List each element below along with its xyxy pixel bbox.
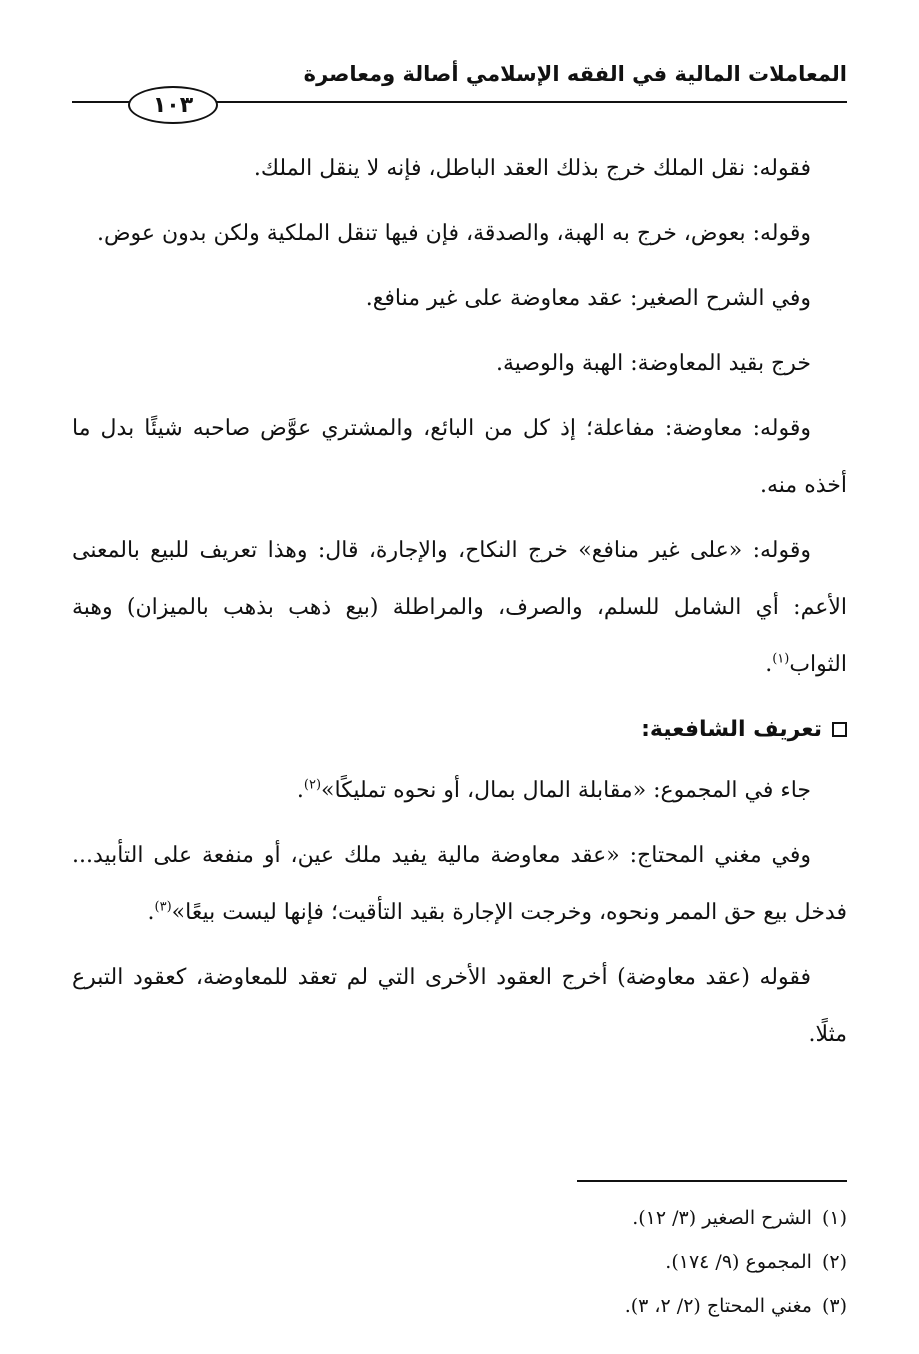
- header-rule: [210, 101, 847, 103]
- footnote-number: (١): [821, 1207, 847, 1229]
- footnote-number: (٣): [821, 1295, 847, 1317]
- checkbox-icon: [832, 722, 847, 737]
- paragraph: [72, 522, 847, 693]
- footnote-text: الشرح الصغير (٣/ ١٢).: [632, 1207, 812, 1229]
- paragraph: وقوله: معاوضة: مفاعلة؛ إذ كل من البائع، والمشتري عوَّض صاحبه شيئًا بدل ما أخذه منه.: [72, 416, 847, 498]
- period: .: [147, 900, 155, 925]
- footnote-ref: (٣): [154, 899, 172, 915]
- paragraph: [72, 762, 847, 819]
- footnote: [625, 1240, 847, 1284]
- footnotes: [625, 1196, 847, 1328]
- footnote-number: (٢): [821, 1251, 847, 1273]
- footnote-ref: (١): [772, 651, 790, 667]
- paragraph: خرج بقيد المعاوضة: الهبة والوصية.: [495, 351, 811, 376]
- paragraph-text: وقوله: «على غير منافع» خرج النكاح، والإجارة، قال: وهذا تعريف للبيع بالمعنى الأعم: أي الشامل للسلم، والصرف، والمراطلة (بيع ذهب بذهب بالميزان) وهبة الثواب: [72, 538, 847, 677]
- period: .: [765, 652, 773, 677]
- section-heading: [72, 701, 847, 758]
- paragraph-text: جاء في المجموع: «مقابلة المال بمال، أو نحوه تمليكًا»: [321, 778, 811, 803]
- footnote-text: مغني المحتاج (٢/ ٢، ٣).: [624, 1295, 812, 1317]
- paragraph: فقوله (عقد معاوضة) أخرج العقود الأخرى التي لم تعقد للمعاوضة، كعقود التبرع مثلًا.: [72, 965, 847, 1047]
- footnote-text: المجموع (٩/ ١٧٤).: [665, 1251, 812, 1273]
- footnote-ref: (٢): [303, 777, 322, 793]
- footnote: [625, 1284, 847, 1328]
- page-number: ١٠٣: [128, 86, 218, 124]
- paragraph: فقوله: نقل الملك خرج بذلك العقد الباطل، فإنه لا ينقل الملك.: [253, 156, 811, 181]
- body-text: [72, 140, 847, 1071]
- paragraph-text: وفي مغني المحتاج: «عقد معاوضة مالية يفيد ملك عين، أو منفعة على التأبيد... فدخل بيع حق الممر ونحوه، وخرجت الإجارة بقيد التأقيت؛ فإنها ليست بيعًا»: [72, 843, 847, 925]
- running-title: المعاملات المالية في الفقه الإسلامي أصالة ومعاصرة: [303, 62, 847, 86]
- footnote: [625, 1196, 847, 1240]
- footnote-rule: [577, 1180, 847, 1182]
- header-rule-left: [72, 101, 132, 103]
- paragraph: وفي الشرح الصغير: عقد معاوضة على غير منافع.: [365, 286, 811, 311]
- section-heading-text: تعريف الشافعية:: [641, 717, 822, 742]
- paragraph: [72, 827, 847, 941]
- period: .: [296, 778, 304, 803]
- paragraph: وقوله: بعوض، خرج به الهبة، والصدقة، فإن فيها تنقل الملكية ولكن بدون عوض.: [96, 221, 811, 246]
